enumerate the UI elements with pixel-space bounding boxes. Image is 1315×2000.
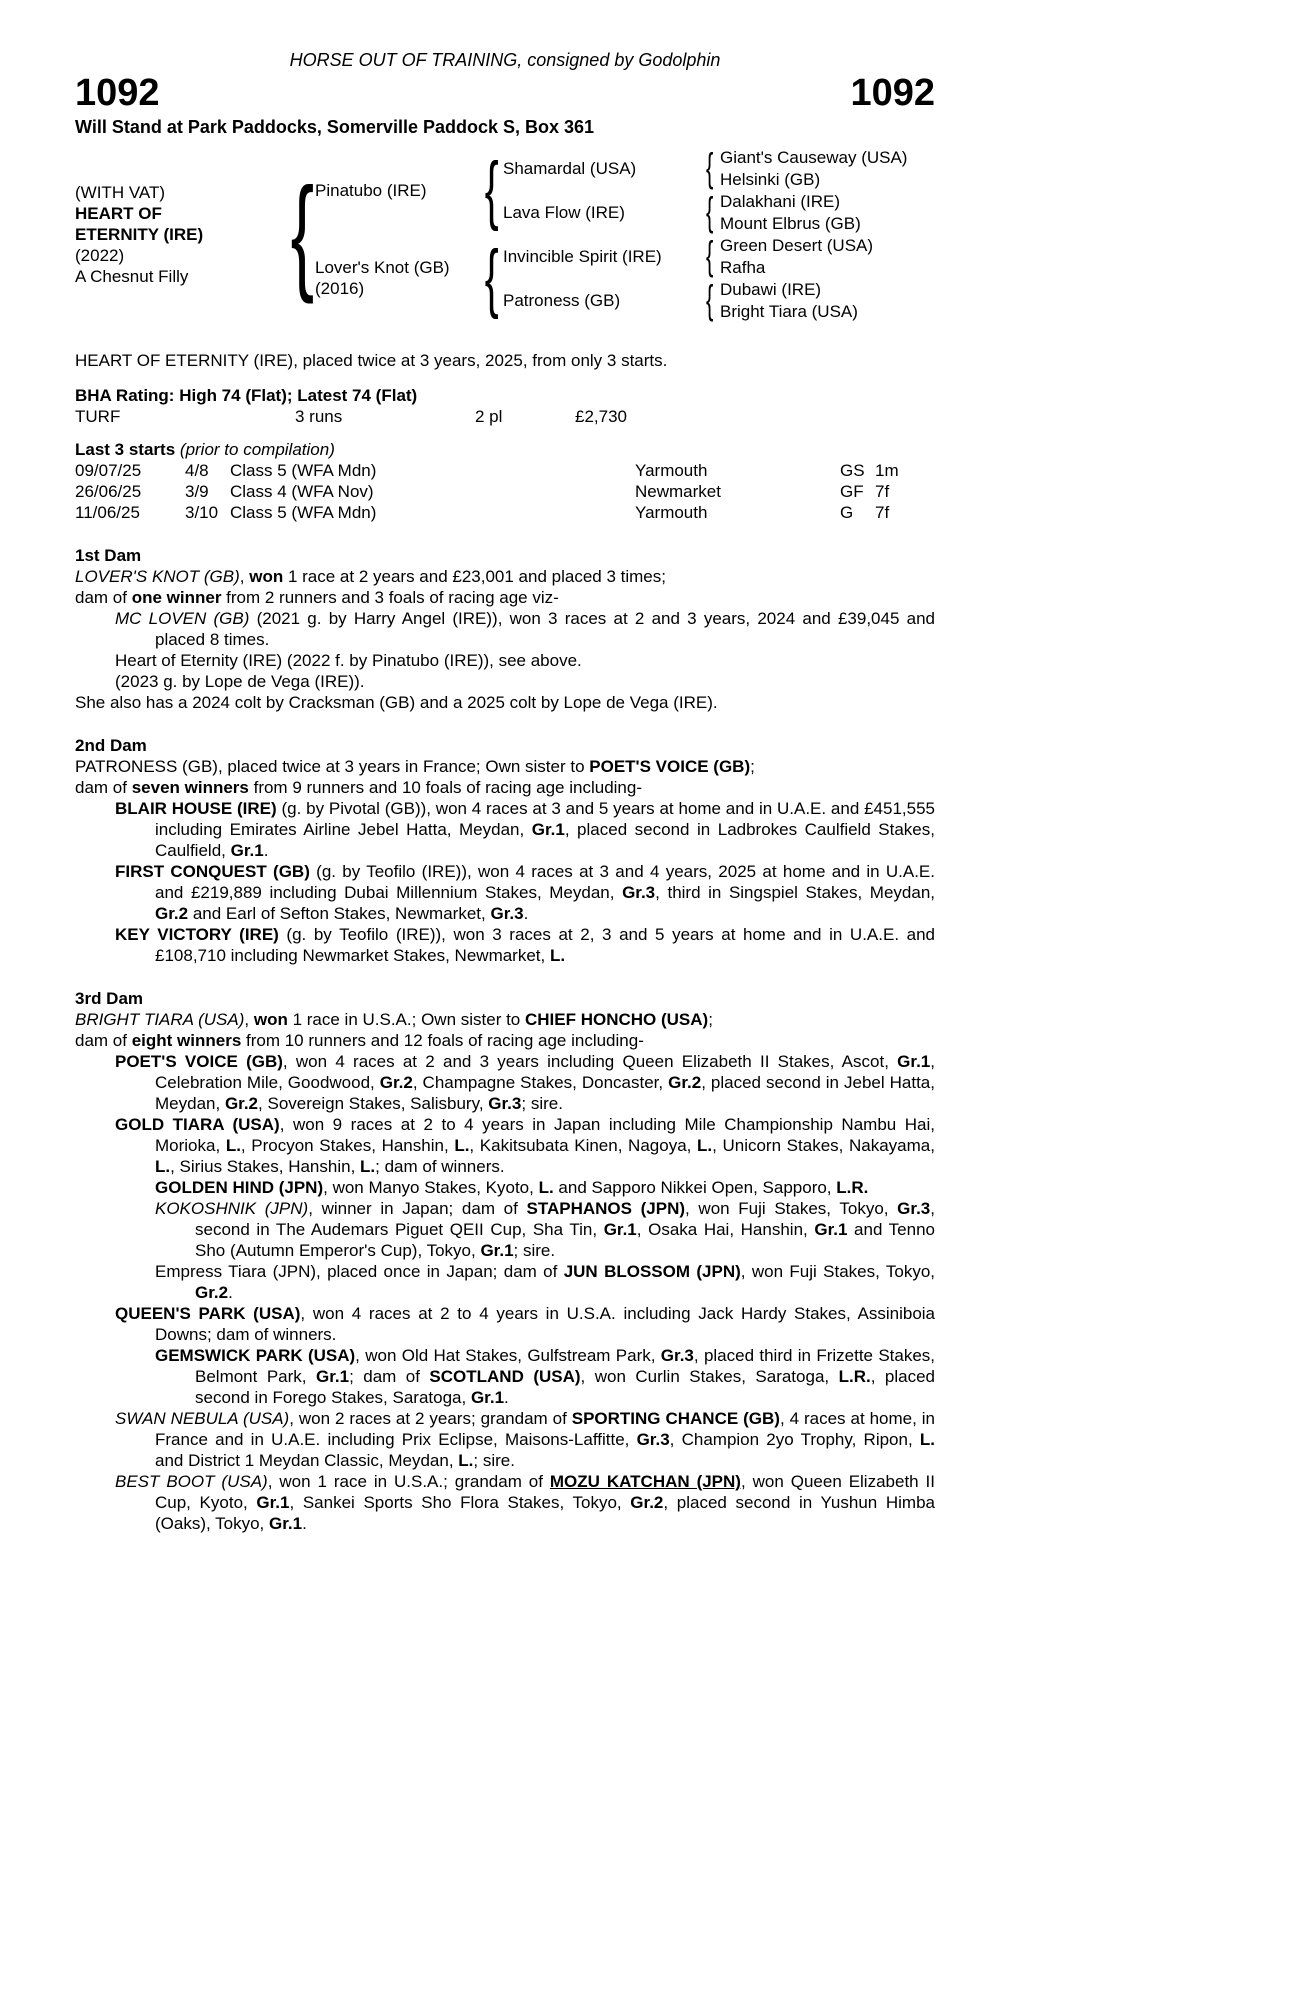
section-heading: 2nd Dam: [75, 736, 147, 755]
text-segment: STAPHANOS (JPN): [526, 1199, 686, 1218]
great-grandparent-name: Dubawi (IRE): [720, 279, 822, 299]
text-segment: , Champion 2yo Trophy, Ripon,: [669, 1430, 920, 1449]
text-segment: BEST BOOT (USA): [115, 1472, 268, 1491]
text-segment: Gr.3: [622, 883, 656, 902]
text-segment: dam of: [75, 588, 132, 607]
last-starts-table: [75, 460, 935, 523]
horse-description: A Chesnut Filly: [75, 266, 189, 286]
text-segment: from 10 runners and 12 foals of racing age including-: [241, 1031, 644, 1050]
text-segment: L.: [225, 1136, 241, 1155]
text-segment: , Celebration Mile, Goodwood,: [155, 1052, 935, 1092]
text-segment: Gr.3: [490, 904, 524, 923]
great-grandparent-name: Mount Elbrus (GB): [720, 213, 861, 233]
text-segment: Gr.3: [636, 1430, 670, 1449]
pedigree-brace-gg3-icon: {: [706, 234, 714, 278]
pedigree-paragraph: [75, 1471, 935, 1534]
text-segment: (g. by Teofilo (IRE)), won 4 races at 3 and 4 years, 2025 at home and in U.A.E. and £219,889 including Dubai Millennium Stakes, Meydan,: [155, 862, 935, 902]
text-segment: , won 1 race in U.S.A.; grandam of: [267, 1472, 550, 1491]
text-segment: ,: [244, 1010, 254, 1029]
text-segment: L.: [697, 1136, 713, 1155]
text-segment: one winner: [131, 588, 222, 607]
text-segment: Gr.1: [814, 1220, 848, 1239]
text-segment: Gr.1: [603, 1220, 637, 1239]
text-segment: GOLDEN HIND (JPN): [155, 1178, 324, 1197]
text-segment: Gr.1: [269, 1514, 303, 1533]
text-segment: , won Manyo Stakes, Kyoto,: [323, 1178, 539, 1197]
great-grandparent-name: Green Desert (USA): [720, 235, 874, 255]
text-segment: BRIGHT TIARA (USA): [75, 1010, 245, 1029]
pedigree-brace-gg4-icon: {: [706, 278, 714, 322]
text-segment: and Sapporo Nikkei Open, Sapporo,: [553, 1178, 837, 1197]
text-segment: seven winners: [131, 778, 249, 797]
start-going: G: [840, 503, 854, 522]
text-segment: Gr.1: [470, 1388, 505, 1407]
turf-earnings: £2,730: [575, 407, 627, 426]
text-segment: , Sankei Sports Sho Flora Stakes, Tokyo,: [289, 1493, 631, 1512]
dam-year: (2016): [315, 279, 365, 298]
text-segment: (g. by Pivotal (GB)), won 4 races at 3 and 5 years at home and in U.A.E. and £451,555 including Emirates Airline Jebel Hatta, Meydan,: [155, 799, 936, 839]
text-segment: 1 race at 2 years and £23,001 and placed 3 times;: [283, 567, 666, 586]
text-segment: , winner in Japan; dam of: [308, 1199, 527, 1218]
text-segment: SCOTLAND (USA): [429, 1367, 581, 1386]
text-segment: FIRST CONQUEST (GB): [115, 862, 310, 881]
text-segment: (2023 g. by Lope de Vega (IRE)).: [115, 672, 365, 691]
start-date: 11/06/25: [75, 503, 140, 522]
start-course: Newmarket: [635, 482, 721, 501]
text-segment: ; dam of winners.: [375, 1157, 505, 1176]
text-segment: , placed second in Yushun Himba (Oaks), Tokyo,: [155, 1493, 935, 1533]
text-segment: KOKOSHNIK (JPN): [155, 1199, 309, 1218]
text-segment: ;: [708, 1010, 713, 1029]
pedigree-paragraph: [75, 861, 935, 924]
lot-number-right: 1092: [850, 72, 935, 114]
pedigree-paragraph: [75, 1408, 935, 1471]
text-segment: POET'S VOICE (GB): [115, 1052, 283, 1071]
text-segment: SWAN NEBULA (USA): [115, 1409, 290, 1428]
start-race: Class 5 (WFA Mdn): [230, 461, 377, 480]
start-course: Yarmouth: [635, 503, 708, 522]
start-position: 4/8: [185, 461, 209, 480]
text-segment: , won Old Hat Stakes, Gulfstream Park,: [355, 1346, 661, 1365]
start-race: Class 4 (WFA Nov): [230, 482, 374, 501]
text-segment: .: [228, 1283, 233, 1302]
text-segment: L.: [360, 1157, 376, 1176]
text-segment: , placed second in Jebel Hatta, Meydan,: [155, 1073, 935, 1113]
text-segment: won: [253, 1010, 288, 1029]
text-segment: MOZU KATCHAN (JPN): [549, 1472, 741, 1491]
consignor-line: HORSE OUT OF TRAINING, consigned by Godolphin: [289, 50, 721, 70]
race-summary: HEART OF ETERNITY (IRE), placed twice at 3 years, 2025, from only 3 starts.: [75, 351, 668, 370]
text-segment: Gr.1: [315, 1367, 350, 1386]
pedigree-brace-gen1-icon: {: [290, 162, 315, 306]
text-segment: JUN BLOSSOM (JPN): [563, 1262, 741, 1281]
great-grandparent-name: Bright Tiara (USA): [720, 301, 858, 321]
last-starts-title: Last 3 starts: [75, 440, 176, 459]
pedigree-brace-dam-icon: {: [484, 234, 499, 320]
dam-sire-name: Invincible Spirit (IRE): [503, 246, 662, 266]
pedigree-paragraph: [75, 587, 935, 608]
text-segment: PATRONESS (GB), placed twice at 3 years in France; Own sister to: [75, 757, 590, 776]
text-segment: , 4 races at home, in France and in U.A.E. including Prix Eclipse, Maisons-Laffitte,: [155, 1409, 936, 1449]
text-segment: Gr.1: [480, 1241, 514, 1260]
turf-record-row: [75, 406, 935, 427]
text-segment: and Earl of Sefton Stakes, Newmarket,: [188, 904, 491, 923]
start-position: 3/9: [185, 482, 209, 501]
pedigree-paragraph: [75, 650, 935, 671]
text-segment: POET'S VOICE (GB): [589, 757, 751, 776]
great-grandparent-name: Helsinki (GB): [720, 169, 821, 189]
text-segment: , placed second in Ladbrokes Caulfield Stakes, Caulfield,: [155, 820, 935, 860]
section-2nd-dam: [75, 735, 935, 966]
text-segment: , Sovereign Stakes, Salisbury,: [258, 1094, 489, 1113]
text-segment: L.: [155, 1157, 171, 1176]
great-grandparent-name: Rafha: [720, 257, 766, 277]
dam-info: [315, 234, 480, 322]
text-segment: , third in Singspiel Stakes, Meydan,: [655, 883, 936, 902]
bha-rating-line: BHA Rating: High 74 (Flat); Latest 74 (Flat): [75, 386, 418, 405]
pedigree-brace-sire-icon: {: [484, 146, 499, 232]
text-segment: , won Queen Elizabeth II Cup, Kyoto,: [155, 1472, 935, 1512]
text-segment: Gr.3: [660, 1346, 694, 1365]
sire-dam-name: Lava Flow (IRE): [503, 202, 625, 222]
start-course: Yarmouth: [635, 461, 708, 480]
text-segment: Gr.1: [531, 820, 565, 839]
text-segment: , second in The Audemars Piguet QEII Cup, Sha Tin,: [195, 1199, 935, 1239]
text-segment: L.: [458, 1451, 474, 1470]
pedigree-paragraph: [75, 1030, 935, 1051]
text-segment: KEY VICTORY (IRE): [115, 925, 279, 944]
pedigree-paragraph: [75, 924, 935, 966]
text-segment: Gr.2: [155, 904, 189, 923]
text-segment: ; dam of: [349, 1367, 430, 1386]
text-segment: won: [249, 567, 284, 586]
text-segment: L.: [549, 946, 566, 965]
pedigree-paragraph: [75, 777, 935, 798]
text-segment: , Osaka Hai, Hanshin,: [636, 1220, 815, 1239]
pedigree-brace-gg1-icon: {: [706, 146, 714, 190]
foal-year: (2022): [75, 245, 125, 265]
text-segment: Gr.2: [195, 1283, 229, 1302]
text-segment: (g. by Teofilo (IRE)), won 3 races at 2, 3 and 5 years at home and in U.A.E. and £108,710 including Newmarket Stakes, Newmarket,: [155, 925, 936, 965]
text-segment: ;: [750, 757, 755, 776]
text-segment: LOVER'S KNOT (GB): [75, 567, 240, 586]
sire-name: Pinatubo (IRE): [315, 180, 427, 200]
text-segment: dam of: [75, 778, 132, 797]
text-segment: Heart of Eternity (IRE) (2022 f. by Pinatubo (IRE)), see above.: [115, 651, 582, 670]
text-segment: ; sire.: [473, 1451, 515, 1470]
race-start-row: [75, 502, 935, 523]
horse-info: [75, 146, 290, 322]
text-segment: , placed second in Forego Stakes, Saratoga,: [195, 1367, 935, 1407]
text-segment: , won 2 races at 2 years; grandam of: [289, 1409, 572, 1428]
text-segment: .: [263, 841, 269, 860]
with-vat-label: (WITH VAT): [75, 182, 166, 202]
start-race: Class 5 (WFA Mdn): [230, 503, 377, 522]
section-heading: 3rd Dam: [75, 989, 144, 1008]
text-segment: , Sirius Stakes, Hanshin,: [170, 1157, 361, 1176]
section-heading: 1st Dam: [75, 546, 142, 565]
pedigree-paragraph: [75, 1261, 935, 1303]
turf-runs: 3 runs: [295, 407, 343, 426]
lot-number-left: 1092: [75, 72, 160, 114]
text-segment: BLAIR HOUSE (IRE): [115, 799, 277, 818]
text-segment: Gr.2: [630, 1493, 664, 1512]
text-segment: , Procyon Stakes, Hanshin,: [240, 1136, 455, 1155]
pedigree-table: [75, 146, 935, 322]
text-segment: ,: [239, 567, 250, 586]
text-segment: Gr.1: [897, 1052, 931, 1071]
text-segment: and District 1 Meydan Classic, Meydan,: [155, 1451, 459, 1470]
text-segment: Empress Tiara (JPN), placed once in Japan; dam of: [155, 1262, 564, 1281]
horse-name: HEART OF ETERNITY (IRE): [75, 203, 204, 244]
pedigree-paragraph: [75, 756, 935, 777]
text-segment: Gr.2: [668, 1073, 702, 1092]
text-segment: eight winners: [131, 1031, 242, 1050]
last-starts-note: (prior to compilation): [179, 440, 335, 459]
text-segment: MC LOVEN (GB): [115, 609, 250, 628]
text-segment: Gr.1: [256, 1493, 290, 1512]
lot-number-row: [75, 73, 935, 113]
text-segment: , Champagne Stakes, Doncaster,: [412, 1073, 669, 1092]
pedigree-paragraph: [75, 566, 935, 587]
text-segment: Gr.3: [488, 1094, 522, 1113]
pedigree-paragraph: [75, 1051, 935, 1114]
text-segment: , won Fuji Stakes, Tokyo,: [740, 1262, 936, 1281]
pedigree-brace-gg2-icon: {: [706, 190, 714, 234]
text-segment: , won Curlin Stakes, Saratoga,: [580, 1367, 839, 1386]
turf-placed: 2 pl: [475, 407, 503, 426]
text-segment: dam of: [75, 1031, 132, 1050]
dam-name: Lover's Knot (GB): [315, 258, 450, 277]
race-start-row: [75, 481, 935, 502]
pedigree-paragraph: [75, 1198, 935, 1261]
text-segment: , won Fuji Stakes, Tokyo,: [685, 1199, 898, 1218]
pedigree-paragraph: [75, 608, 935, 650]
text-segment: from 2 runners and 3 foals of racing age viz-: [221, 588, 559, 607]
great-grandparent-name: Giant's Causeway (USA): [720, 147, 908, 167]
text-segment: SPORTING CHANCE (GB): [571, 1409, 780, 1428]
text-segment: , won 9 races at 2 to 4 years in Japan including Mile Championship Nambu Hai, Morioka,: [155, 1115, 935, 1155]
text-segment: GEMSWICK PARK (USA): [155, 1346, 356, 1365]
text-segment: Gr.1: [230, 841, 264, 860]
text-segment: , won 4 races at 2 and 3 years including Queen Elizabeth II Stakes, Ascot,: [282, 1052, 898, 1071]
pedigree-paragraph: [75, 1009, 935, 1030]
start-distance: 7f: [875, 482, 890, 501]
last-starts-heading: [75, 439, 935, 460]
turf-label: TURF: [75, 407, 121, 426]
start-going: GF: [840, 482, 864, 501]
start-position: 3/10: [185, 503, 219, 522]
stand-line: Will Stand at Park Paddocks, Somerville Paddock S, Box 361: [75, 117, 595, 137]
text-segment: L.: [538, 1178, 554, 1197]
text-segment: L.R.: [836, 1178, 869, 1197]
text-segment: GOLD TIARA (USA): [115, 1115, 280, 1134]
catalog-page: [75, 0, 935, 1534]
text-segment: .: [302, 1514, 307, 1533]
text-segment: CHIEF HONCHO (USA): [524, 1010, 709, 1029]
text-segment: Gr.3: [897, 1199, 931, 1218]
text-segment: She also has a 2024 colt by Cracksman (GB) and a 2025 colt by Lope de Vega (IRE).: [75, 693, 718, 712]
text-segment: and Tenno Sho (Autumn Emperor's Cup), Tokyo,: [195, 1220, 935, 1260]
text-segment: , placed third in Frizette Stakes, Belmont Park,: [195, 1346, 936, 1386]
text-segment: L.: [919, 1430, 935, 1449]
text-segment: Gr.2: [224, 1094, 259, 1113]
text-segment: .: [504, 1388, 509, 1407]
text-segment: , won 4 races at 2 to 4 years in U.S.A. including Jack Hardy Stakes, Assiniboia Downs; dam of winners.: [155, 1304, 935, 1344]
pedigree-paragraph: [75, 1303, 935, 1345]
pedigree-paragraph: [75, 1345, 935, 1408]
text-segment: ; sire.: [521, 1094, 563, 1113]
pedigree-paragraph: [75, 1177, 935, 1198]
pedigree-paragraph: [75, 798, 935, 861]
text-segment: (2021 g. by Harry Angel (IRE)), won 3 races at 2 and 3 years, 2024 and £39,045 and placed 8 times.: [155, 609, 935, 649]
start-date: 09/07/25: [75, 461, 142, 480]
text-segment: Gr.2: [379, 1073, 413, 1092]
pedigree-paragraph: [75, 692, 935, 713]
section-3rd-dam: [75, 988, 935, 1534]
sire-sire-name: Shamardal (USA): [503, 158, 637, 178]
great-grandparent-name: Dalakhani (IRE): [720, 191, 840, 211]
text-segment: from 9 runners and 10 foals of racing age including-: [248, 778, 642, 797]
text-segment: L.R.: [838, 1367, 871, 1386]
text-segment: , Kakitsubata Kinen, Nagoya,: [469, 1136, 698, 1155]
text-segment: L.: [454, 1136, 470, 1155]
text-segment: ; sire.: [513, 1241, 556, 1260]
pedigree-paragraph: [75, 1114, 935, 1177]
start-distance: 7f: [875, 503, 890, 522]
start-going: GS: [840, 461, 865, 480]
text-segment: QUEEN'S PARK (USA): [115, 1304, 301, 1323]
start-date: 26/06/25: [75, 482, 142, 501]
text-segment: , Unicorn Stakes, Nakayama,: [712, 1136, 935, 1155]
race-start-row: [75, 460, 935, 481]
dam-dam-name: Patroness (GB): [503, 290, 621, 310]
text-segment: 1 race in U.S.A.; Own sister to: [287, 1010, 525, 1029]
start-distance: 1m: [875, 461, 899, 480]
text-segment: .: [523, 904, 529, 923]
pedigree-paragraph: [75, 671, 935, 692]
section-1st-dam: [75, 545, 935, 713]
